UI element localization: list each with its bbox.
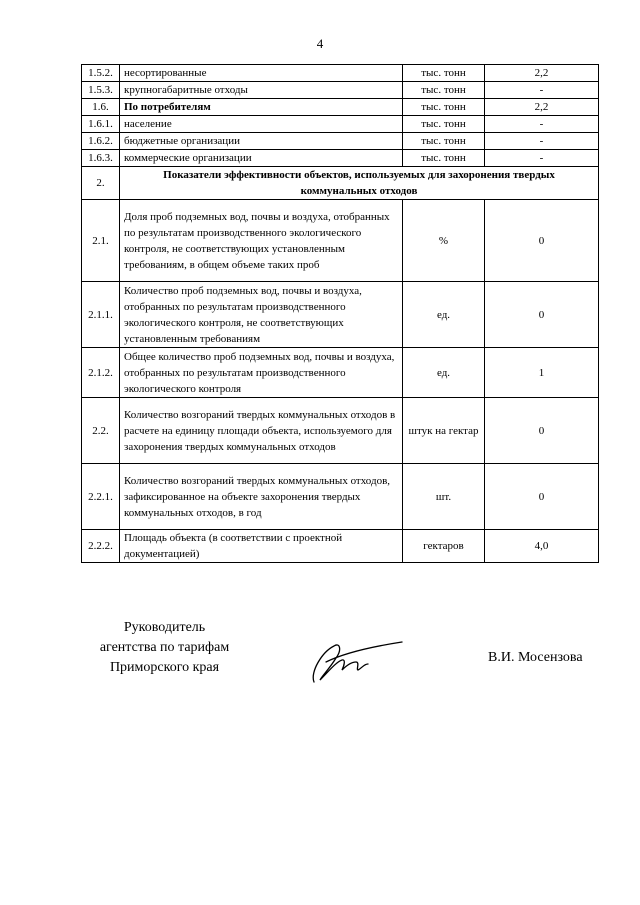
signer-title-line3: Приморского края — [109, 660, 220, 675]
row-unit: штук на гектар — [403, 398, 485, 464]
row-value: - — [485, 116, 599, 133]
row-unit: гектаров — [403, 530, 485, 563]
row-number: 2.2. — [82, 398, 120, 464]
section-row — [82, 167, 599, 200]
row-value: 0 — [485, 282, 599, 348]
table-row — [82, 530, 599, 563]
row-unit: ед. — [403, 348, 485, 398]
section-number: 2. — [82, 167, 120, 200]
table-row — [82, 65, 599, 82]
row-value: - — [485, 82, 599, 99]
row-name: Количество проб подземных вод, почвы и воздуха, отобранных по результатам производственного экологического контроля, не соответствующих установленным требованиям — [120, 282, 403, 348]
row-name: Доля проб подземных вод, почвы и воздуха, отобранных по результатам производственного экологического контроля, не соответствующих установленным требованиям, в общем объеме таких проб — [120, 200, 403, 282]
row-value: 2,2 — [485, 99, 599, 116]
signer-title — [82, 618, 247, 678]
row-unit: тыс. тонн — [403, 133, 485, 150]
row-name: Общее количество проб подземных вод, почвы и воздуха, отобранных по результатам производственного экологического контроля — [120, 348, 403, 398]
row-number: 1.5.2. — [82, 65, 120, 82]
row-value: 0 — [485, 200, 599, 282]
row-number: 2.2.2. — [82, 530, 120, 563]
signer-name: В.И. Мосензова — [488, 650, 583, 665]
row-name: Количество возгораний твердых коммунальных отходов в расчете на единицу площади объекта, используемого для захоронения твердых коммунальных отходов — [120, 398, 403, 464]
row-number: 1.6.3. — [82, 150, 120, 167]
table-row — [82, 150, 599, 167]
section-title: Показатели эффективности объектов, используемых для захоронения твердых коммунальных отходов — [120, 167, 599, 200]
row-unit: тыс. тонн — [403, 65, 485, 82]
row-unit: шт. — [403, 464, 485, 530]
table-row — [82, 133, 599, 150]
row-unit: тыс. тонн — [403, 150, 485, 167]
row-name: крупногабаритные отходы — [120, 82, 403, 99]
row-value: 2,2 — [485, 65, 599, 82]
row-name: Количество возгораний твердых коммунальных отходов, зафиксированное на объекте захоронения твердых коммунальных отходов, в год — [120, 464, 403, 530]
row-value: 1 — [485, 348, 599, 398]
row-unit: % — [403, 200, 485, 282]
row-name: население — [120, 116, 403, 133]
row-number: 2.1. — [82, 200, 120, 282]
row-unit: тыс. тонн — [403, 99, 485, 116]
row-number: 1.6.2. — [82, 133, 120, 150]
row-number: 2.2.1. — [82, 464, 120, 530]
row-value: 0 — [485, 398, 599, 464]
table-row — [82, 282, 599, 348]
row-name: несортированные — [120, 65, 403, 82]
row-name: коммерческие организации — [120, 150, 403, 167]
row-value: 0 — [485, 464, 599, 530]
row-value: - — [485, 133, 599, 150]
row-unit: ед. — [403, 282, 485, 348]
row-number: 1.6.1. — [82, 116, 120, 133]
table-row — [82, 398, 599, 464]
table-row — [82, 116, 599, 133]
row-value: 4,0 — [485, 530, 599, 563]
row-name: Площадь объекта (в соответствии с проектной документацией) — [120, 530, 403, 563]
table-row — [82, 200, 599, 282]
row-number: 1.5.3. — [82, 82, 120, 99]
indicators-table — [81, 64, 599, 563]
row-number: 1.6. — [82, 99, 120, 116]
row-unit: тыс. тонн — [403, 116, 485, 133]
table-row — [82, 348, 599, 398]
row-name: бюджетные организации — [120, 133, 403, 150]
row-number: 2.1.2. — [82, 348, 120, 398]
signer-title-line1: Руководитель — [123, 620, 206, 635]
table-row — [82, 82, 599, 99]
row-name: По потребителям — [120, 99, 403, 116]
row-value: - — [485, 150, 599, 167]
signer-title-line2: агентства по тарифам — [99, 640, 230, 655]
table-row — [82, 464, 599, 530]
handwritten-signature — [306, 632, 406, 688]
page-number: 4 — [316, 36, 324, 51]
table-row — [82, 99, 599, 116]
row-number: 2.1.1. — [82, 282, 120, 348]
row-unit: тыс. тонн — [403, 82, 485, 99]
